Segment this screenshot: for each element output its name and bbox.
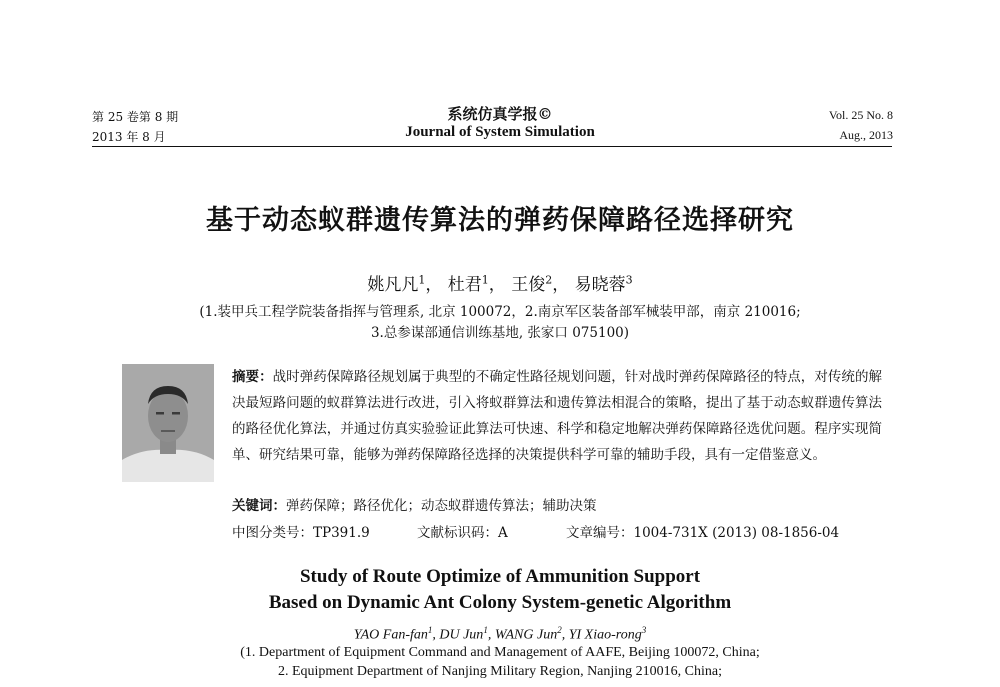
author-name-en: YAO Fan-fan — [353, 627, 428, 643]
author-name: 王俊 — [511, 275, 546, 295]
author-name: 易晓蓉 — [574, 275, 626, 295]
author-photo — [122, 364, 214, 482]
author-name-en: DU Jun — [439, 627, 484, 643]
author-name: 姚凡凡 — [367, 275, 419, 295]
keywords-cn — [232, 494, 597, 514]
paper-title-cn: 基于动态蚁群遗传算法的弹药保障路径选择研究 — [206, 205, 794, 236]
article-number: 文章编号：1004-731X (2013) 08-1856-04 — [566, 525, 840, 541]
author-affiliation-mark: 1 — [418, 273, 426, 287]
affiliation-cn-line2: 3.总参谋部通信训练基地, 张家口 075100) — [370, 325, 630, 341]
keywords-label: 关键词： — [232, 498, 286, 514]
author-list-cn — [0, 270, 1000, 295]
author-list-en — [0, 625, 1000, 644]
affiliation-cn-line1: (1.装甲兵工程学院装备指挥与管理系, 北京 100072，2.南京军区装备部军械装甲部，南京 210016; — [199, 304, 801, 320]
author-separator: , — [561, 627, 569, 643]
keywords-body: 弹药保障；路径优化；动态蚁群遗传算法；辅助决策 — [286, 498, 597, 514]
paper-title-en-line2: Based on Dynamic Ant Colony System-genetic Algorithm — [268, 592, 732, 613]
author-affiliation-mark: 2 — [545, 273, 553, 287]
author-portrait-image — [122, 364, 214, 482]
affiliation-en-line1: (1. Department of Equipment Command and Management of AAFE, Beijing 100072, China; — [240, 645, 760, 660]
paper-title-en-line1: Study of Route Optimize of Ammunition Support — [299, 566, 701, 587]
author-name-en: WANG Jun — [494, 627, 558, 643]
author-separator: ， — [425, 275, 443, 295]
author-separator: , — [487, 627, 495, 643]
author-affiliation-mark: 1 — [483, 625, 488, 635]
author-affiliation-mark: 2 — [557, 625, 562, 635]
date-en: Aug., 2013 — [839, 128, 893, 142]
date-cn: 2013 年 8 月 — [92, 130, 166, 144]
volume-issue-cn: 第 25 卷第 8 期 — [92, 110, 179, 124]
affiliation-en-line2: 2. Equipment Department of Nanjing Military Region, Nanjing 210016, China; — [277, 664, 723, 679]
author-name: 杜君 — [447, 275, 482, 295]
journal-name-cn: 系统仿真学报© — [447, 105, 553, 123]
abstract-label: 摘要： — [232, 369, 273, 385]
clc-number: 中图分类号：TP391.9 — [232, 525, 370, 541]
author-affiliation-mark: 1 — [481, 273, 489, 287]
author-separator: ， — [552, 275, 570, 295]
journal-name-en: Journal of System Simulation — [405, 124, 595, 140]
abstract-cn — [232, 364, 882, 468]
author-name-en: YI Xiao-rong — [568, 627, 642, 643]
author-affiliation-mark: 1 — [427, 625, 433, 635]
author-separator: , — [432, 627, 440, 643]
abstract-body: 战时弹药保障路径规划属于典型的不确定性路径规划问题，针对战时弹药保障路径的特点，对传统的解决最短路问题的蚁群算法进行改进，引入将蚁群算法和遗传算法相混合的策略，提出了基于动态蚁群遗传算法的路径优化算法，并通过仿真实验验证此算法可快速、科学和稳定地解决弹药保障路径选优问题。程序实现简单、研究结果可靠，能够为弹药保障路径选择的决策提供科学可靠的辅助手段，具有一定借鉴意义。 — [232, 369, 883, 463]
author-separator: ， — [488, 275, 506, 295]
document-code: 文献标识码：A — [417, 525, 508, 541]
author-affiliation-mark: 3 — [641, 625, 647, 635]
volume-issue-en: Vol. 25 No. 8 — [828, 108, 893, 122]
header-rule — [92, 146, 892, 147]
author-affiliation-mark: 3 — [625, 273, 633, 287]
